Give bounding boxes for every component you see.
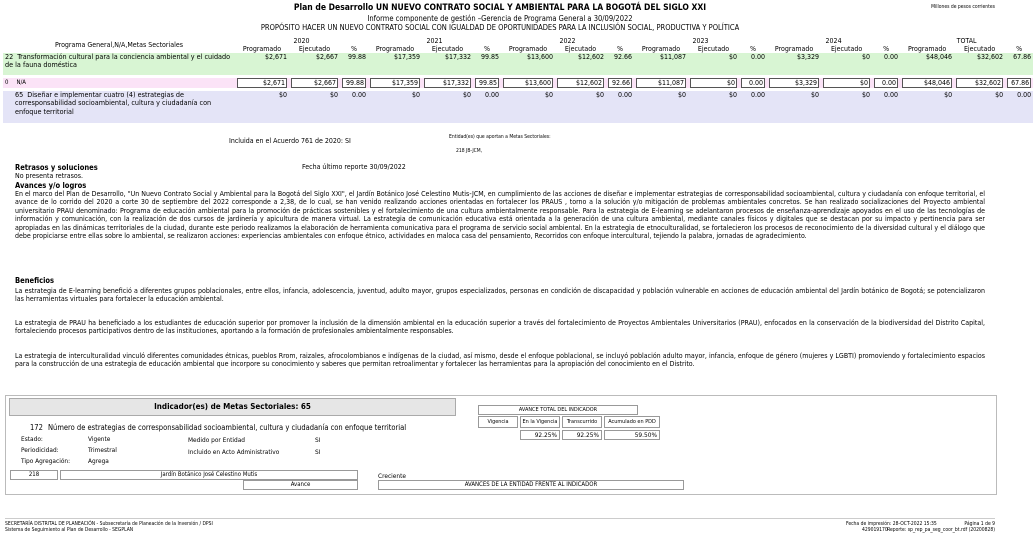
col-en-vigencia: En la Vigencia [520,416,560,428]
medido-value: SI [315,436,321,444]
row-code: 22 [5,52,14,61]
table-cell [606,91,634,123]
table-cell [422,91,473,123]
table-cell [767,53,821,75]
cell-value: $12,602 [557,78,604,88]
cell-value: 0.00 [741,78,765,88]
col-pct-3: % [750,45,757,53]
cell-value: 0.00 [618,91,633,99]
cell-value: 0.00 [884,53,899,61]
cell-value: $0 [995,91,1004,99]
entidades-label: Entidad(es) que aportan a Metas Sectoriales: [449,134,551,140]
acuerdo-text: Incluida en el Acuerdo 761 de 2020: SI [229,137,351,145]
table-cell [473,91,501,123]
table-cell [1005,91,1033,123]
cell-value: $2,671 [237,78,287,88]
table-cell [235,53,289,75]
table-cell [555,53,606,75]
cell-value: 99.88 [342,78,366,88]
col-ejecutado-2: Ejecutado [564,45,597,53]
col-ejecutado-5: Ejecutado [963,45,996,53]
report-purpose: PROPÓSITO HACER UN NUEVO CONTRATO SOCIAL CON IGUALDAD DE OPORTUNIDADES PARA LA INCLUSIÓN SOCIAL, PRODUCTIVA Y POLÍTICA [260,23,740,32]
entidades-value: 218 JB-JCM, [456,148,483,154]
periodicidad-label: Periodicidad: [21,446,59,454]
cell-value: 99.88 [347,53,367,61]
table-cell [872,78,900,88]
table-cell [606,78,634,88]
col-programado-0: Programado [242,45,282,53]
table-cell [422,53,473,75]
cell-value: 0.00 [884,91,899,99]
units-label: Millones de pesos corrientes [931,4,995,10]
cell-value: $0 [412,91,421,99]
table-cell [688,78,739,88]
table-cell [368,91,422,123]
cell-value: $17,332 [444,53,472,61]
table-cell [501,91,555,123]
table-cell [634,53,688,75]
table-cell [289,53,340,75]
cell-value: $0 [278,91,287,99]
cell-value: 92.66 [608,78,632,88]
cell-value: $0 [690,78,737,88]
year-2024: 2024 [825,37,842,45]
table-cell [767,91,821,123]
year-2023: 2023 [692,37,709,45]
col-programado-4: Programado [774,45,814,53]
estado-value: Vigente [88,435,111,443]
cell-value: 67.86 [1007,78,1031,88]
table-cell [340,78,368,88]
cell-value: $0 [729,91,738,99]
beneficios-paragraph-3: La estrategia de interculturalidad vinculó diferentes comunidades étnicas, pueblos Rrom, raizales, afrocolombianos e indígenas de la ciudad, así mismo, desde el enfoque poblacional, se incluyó población adulto mayor, infancia, enfoque de género (mujeres y LGBTI) promoviendo y fortalecimiento espacios para la construcción de una estrategia de educación ambiental que incorpore su conocimiento y saberes que permitan retroalimentar y fortalecer las herramientas para la apropiación del conocimiento en el Distrito. [15,352,985,369]
year-2021: 2021 [426,37,443,45]
table-cell [688,91,739,123]
table-cell [368,53,422,75]
table-cell [900,53,954,75]
table-cell [634,91,688,123]
row-label-cell [3,53,235,75]
indicator-section-title: Indicador(es) de Metas Sectoriales: 65 [9,398,456,416]
col-programado-1: Programado [375,45,415,53]
cell-value: $0 [678,91,687,99]
cell-value: $32,602 [956,78,1003,88]
cell-value: $32,602 [977,53,1004,61]
avance-label: Avance [243,480,358,490]
cell-value: $0 [944,91,953,99]
footer-id: 429019170 [862,527,888,533]
cell-value: $3,329 [769,78,819,88]
table-cell [954,53,1005,75]
row-label-cell [3,91,235,123]
footer-report: Reporte: sp_rep_pa_seg_coor_bt.rdf (20200828) [887,527,995,533]
col-pct-0: % [351,45,357,53]
cell-value: $17,359 [370,78,420,88]
footer-divider [5,518,995,519]
cell-value: $17,359 [393,53,421,61]
row-label: N/A [16,79,26,86]
cell-value: $0 [596,91,605,99]
avance-total-title: AVANCE TOTAL DEL INDICADOR [478,405,638,415]
table-cell [422,78,473,88]
cell-value: 92.66 [614,53,633,61]
year-2020: 2020 [293,37,310,45]
cell-value: $2,667 [315,53,338,61]
val-acumulado: 59.50% [604,430,660,440]
table-cell [821,53,872,75]
cell-value: 0.00 [1017,91,1032,99]
cell-value: 99.85 [475,78,499,88]
entity-code: 218 [10,470,58,480]
footer-left-2: Sistema de Seguimiento al Plan de Desarrollo - SEGPLAN [5,527,134,533]
table-cell [473,78,501,88]
avances-text: En el marco del Plan de Desarrollo, "Un Nuevo Contrato Social y Ambiental para la Bogotá del Siglo XXI", el Jardín Botánico José Celestino Mutis-JCM, en cumplimiento de las acciones de diseñar e implementar estrategias de corresponsabilidad socioambiental, cultura y ciudadanía con enfoque territorial, el avance de lo corrido del 2020 a corte 30 de septiembre del 2022 corresponde a 2,38, de lo cual, se han venido realizando acciones orientadas en fortalecer los PRAUS , torno a la solución y/o mitigación de problemas ambientales concretos. Se han realizado socializaciones del Proyecto ambiental universitario PRAU denominado: Programa de educación ambiental para la promoción de prácticas sostenibles y el fortalecimiento de una cultura ambientalmente responsable. Para la estrategia de E-learning se adelantaron procesos de enseñanza-aprendizaje apoyados en el uso de las tecnologías de información y comunicación, con la realización de dos cursos de jardinería y apicultura de manera virtual. La estrategia de comunicación educativa está orientada a la generación de una cultura ambiental, mediante canales físicos y digitales que se destacan por su impacto y pertinencia para ser apropiadas en las dinámicas territoriales de la ciudad, durante este periodo realizamos la elaboración de herramienta comunicativa para el programa de servicio social ambiental. En la estrategia de etnoculturalidad, se fortalecieron los procesos de reconocimiento de la diversidad cultural y el diálogo que debe propiciarse entre ellas sobre lo ambiental, se realizaron acciones: experiencias ambientales con enfoque étnico, actividades en maloca casa del pensamiento, Recorridos con enfoque intercultural, tejiendo la palabra, jornadas de agradecimiento. [15,190,985,241]
col-pct-2: % [617,45,624,53]
row-code: 0 [5,79,9,86]
col-transcurrido: Transcurrido [562,416,602,428]
table-cell [634,78,688,88]
cell-value: $48,046 [926,53,953,61]
table-cell [739,91,767,123]
beneficios-paragraph-1: La estrategia de E-learning benefició a diferentes grupos poblacionales, entre ellos, infancia, adolescencia, juventud, adulto mayor, grupos especializados, personas en condición de discapacidad y población vulnerable en acciones de educación ambiental del Jardín botánico de Bogotá; se potencializaron las herramientas virtuales para fortalecer la educación ambiental. [15,287,985,304]
val-transcurrido: 92.25% [562,430,602,440]
table-row-program [3,53,1033,75]
cell-value: $0 [862,53,871,61]
table-cell [1005,53,1033,75]
table-cell [872,53,900,75]
cell-value: 0.00 [351,91,367,99]
table-cell [368,78,422,88]
tipo-label: Tipo Agregación: [21,457,71,465]
cell-value: $0 [545,91,554,99]
table-cell [235,78,289,88]
cell-value: $17,332 [424,78,471,88]
table-cell [954,91,1005,123]
col-pct-4: % [883,45,890,53]
cell-value: $0 [729,53,738,61]
table-cell [606,53,634,75]
creciente-label: Creciente [378,472,406,480]
table-cell [739,78,767,88]
cell-value: 0.00 [485,91,500,99]
col-pct-1: % [484,45,491,53]
cell-value: $0 [811,91,820,99]
footer-left-1: SECRETARÍA DISTRITAL DE PLANEACIÓN - Subsecretaría de Planeación de la Inversión / DPSI [5,521,213,527]
entity-name: Jardín Botánico José Celestino Mutis [60,470,358,480]
year-2022: 2022 [559,37,576,45]
table-cell [501,53,555,75]
col-vigencia: Vigencia [478,416,518,428]
cell-value: $0 [463,91,472,99]
table-cell [340,91,368,123]
cell-value: 99.85 [481,53,500,61]
year-total: TOTAL [956,37,977,45]
table-cell [473,53,501,75]
avances-entidad-header: AVANCES DE LA ENTIDAD FRENTE AL INDICADOR [378,480,684,490]
avances-title: Avances y/o logros [15,181,87,190]
indicator-number: 172 [30,423,43,432]
col-acumulado: Acumulado en PDD [604,416,660,428]
medido-label: Medido por Entidad [188,436,246,444]
cell-value: 0.00 [751,53,766,61]
estado-label: Estado: [21,435,43,443]
col-ejecutado-1: Ejecutado [431,45,464,53]
cell-value: 0.00 [751,91,766,99]
retrasos-text: No presenta retrasos. [15,172,83,180]
cell-value: $0 [862,91,871,99]
col-programado-5: Programado [907,45,947,53]
table-cell [900,91,954,123]
beneficios-paragraph-2: La estrategia de PRAU ha beneficiado a los estudiantes de educación superior por promover la inclusión de la dimensión ambiental en la educación superior a través del fortalecimiento de Proyectos Ambientales Universitarios (PRAU), enfocados en la conservación de la biodiversidad del Distrito Capital, fortaleciendo procesos participativos dentro de las instituciones, aportando a la formación de profesionales ambientalmente responsables. [15,319,985,336]
table-cell [555,78,606,88]
acto-value: SI [315,448,321,456]
cell-value: $12,602 [577,53,605,61]
cell-value: $0 [329,91,338,99]
acto-label: Incluido en Acto Administrativo [188,448,280,456]
table-cell [821,78,872,88]
table-cell [1005,78,1033,88]
report-subtitle: Informe componente de gestión –Gerencia de Programa General a 30/09/2022 [367,14,633,23]
cell-value: $13,600 [503,78,553,88]
cell-value: $3,329 [797,53,820,61]
val-en-vigencia: 92.25% [520,430,560,440]
table-cell [289,78,340,88]
cell-value: $2,671 [264,53,287,61]
cell-value: $0 [823,78,870,88]
row-label-cell [3,78,235,88]
row-code: 65 [15,90,24,99]
indicator-name: Número de estrategias de corresponsabilidad socioambiental, cultura y ciudadanía con enfoque territorial [48,423,407,432]
table-row-na [3,78,1033,88]
cell-value: $48,046 [902,78,952,88]
report-title: Plan de Desarrollo UN NUEVO CONTRATO SOCIAL Y AMBIENTAL PARA LA BOGOTÁ DEL SIGLO XXI [293,3,707,13]
table-cell [821,91,872,123]
table-cell [767,78,821,88]
row-label: Diseñar e implementar cuatro (4) estrategias de corresponsabilidad socioambiental, cultura y ciudadanía con enfoque territorial [15,90,212,116]
fecha-reporte: Fecha último reporte 30/09/2022 [302,163,406,171]
cell-value: $2,667 [291,78,338,88]
first-col-header: Programa General,N/A,Metas Sectoriales [54,41,184,49]
col-ejecutado-0: Ejecutado [298,45,331,53]
cell-value: 0.00 [874,78,898,88]
table-cell [872,91,900,123]
col-programado-3: Programado [641,45,681,53]
footer-page: Página 1 de 9 [964,521,995,527]
table-cell [900,78,954,88]
tipo-value: Agrega [88,457,109,465]
row-label: Transformación cultural para la conciencia ambiental y el cuidado de la fauna doméstica [5,52,231,70]
retrasos-title: Retrasos y soluciones [15,163,98,172]
table-row-meta [3,91,1033,123]
beneficios-title: Beneficios [15,276,55,285]
table-cell [340,53,368,75]
cell-value: $11,087 [636,78,686,88]
budget-table [3,37,1033,123]
table-cell [688,53,739,75]
year-header-row [3,37,1033,45]
cell-value: $11,087 [660,53,687,61]
periodicidad-value: Trimestral [88,446,117,454]
col-programado-2: Programado [508,45,548,53]
cell-value: 67.86 [1013,53,1032,61]
table-cell [739,53,767,75]
table-cell [289,91,340,123]
table-cell [235,91,289,123]
cell-value: $13,600 [526,53,554,61]
table-cell [555,91,606,123]
col-ejecutado-3: Ejecutado [697,45,730,53]
footer-print-date: Fecha de impresión: 28-OCT-2022 15:35 [846,521,937,527]
col-pct-5: % [1016,45,1023,53]
table-cell [954,78,1005,88]
table-cell [501,78,555,88]
col-ejecutado-4: Ejecutado [830,45,863,53]
